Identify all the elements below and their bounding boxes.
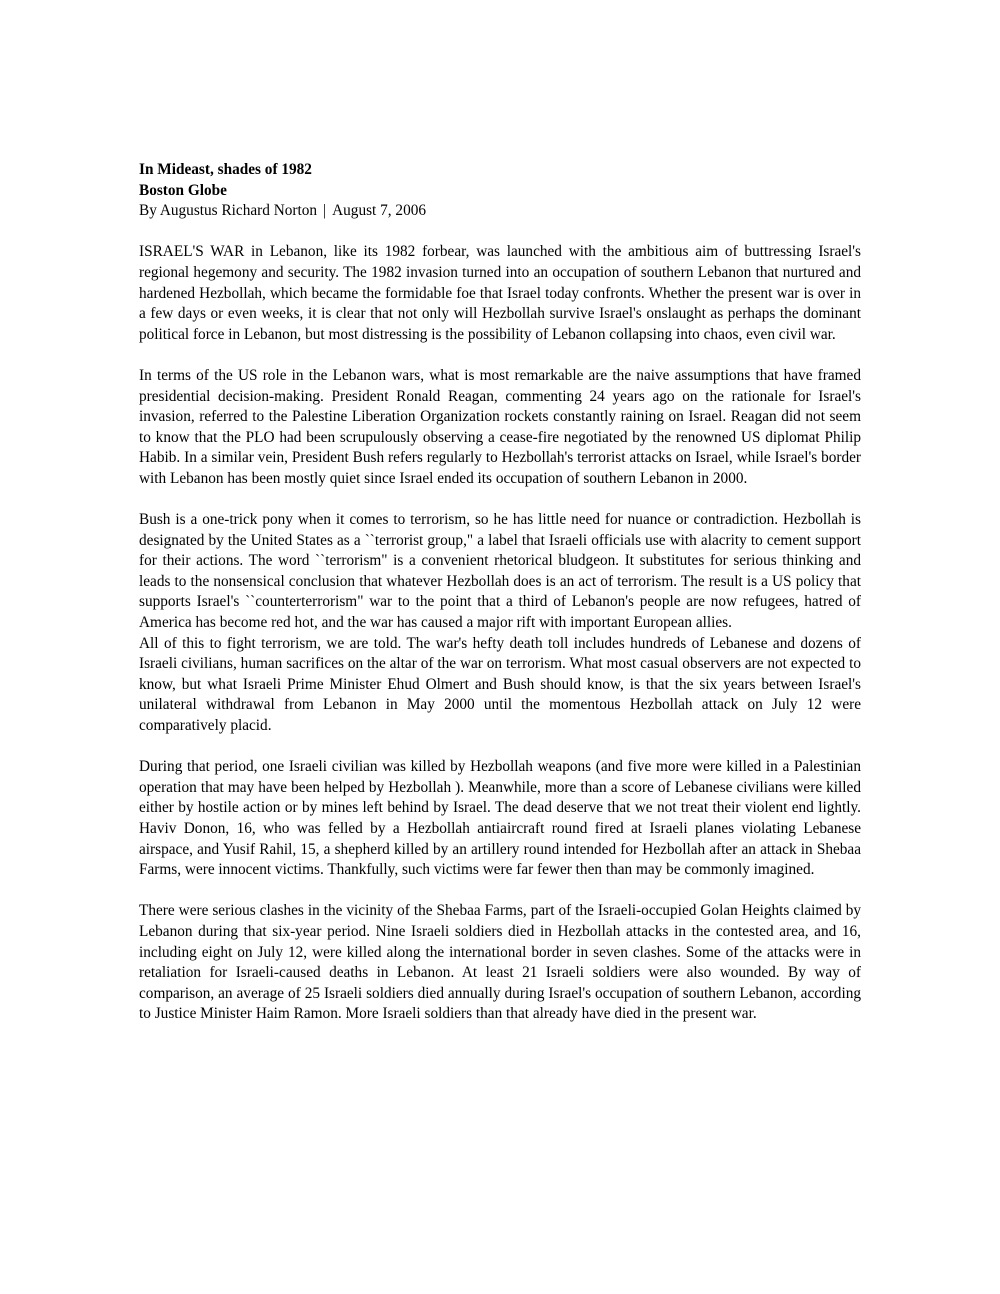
byline — [139, 201, 861, 222]
article-body — [139, 242, 861, 1025]
paragraph-1: ISRAEL'S WAR in Lebanon, like its 1982 forbear, was launched with the ambitious aim of buttressing Israel's regional hegemony and security. The 1982 invasion turned into an occupation of southern Lebanon that nurtured and hardened Hezbollah, which became the formidable foe that Israel today confronts. Whether the present war is over in a few days or even weeks, it is clear that not only will Hezbollah survive Israel's onslaught as perhaps the dominant political force in Lebanon, but most distressing is the possibility of Lebanon collapsing into chaos, even civil war. — [139, 243, 861, 343]
article-header — [139, 160, 861, 222]
paragraph-3: Bush is a one-trick pony when it comes to terrorism, so he has little need for nuance or contradiction. Hezbollah is designated by the United States as a ``terrorist group," a label that Israeli officials use with alacrity to cement support for their actions. The word ``terrorism" is a convenient rhetorical bludgeon. It substitutes for serious thinking and leads to the nonsensical conclusion that whatever Hezbollah does is an act of terrorism. The result is a US policy that supports Israel's ``counterterrorism" war to the point that a third of Lebanon's people are now refugees, hatred of America has become red hot, and the war has caused a major rift with important European allies. — [139, 511, 861, 632]
paragraph-4: All of this to fight terrorism, we are told. The war's hefty death toll includes hundreds of Lebanese and dozens of Israeli civilians, human sacrifices on the altar of the war on terrorism. What most casual observers are not expected to know, but what Israeli Prime Minister Ehud Olmert and Bush should know, is that the six years between Israel's unilateral withdrawal from Lebanon in May 2000 until the momentous Hezbollah attack on July 12 were comparatively placid. — [139, 634, 861, 735]
paragraph-6: There were serious clashes in the vicinity of the Shebaa Farms, part of the Israeli-occupied Golan Heights claimed by Lebanon during that six-year period. Nine Israeli soldiers died in Hezbollah attacks in the contested area, and 16, including eight on July 12, were killed along the international border in seven clashes. Some of the attacks were in retaliation for Israeli-caused deaths in Lebanon. At least 21 Israeli soldiers were also wounded. By way of comparison, an average of 25 Israeli soldiers died annually during Israel's occupation of southern Lebanon, according to Justice Minister Haim Ramon. More Israeli soldiers than that already have died in the present war. — [139, 902, 861, 1023]
publication-name: Boston Globe — [139, 181, 227, 199]
article-title: In Mideast, shades of 1982 — [139, 161, 312, 178]
byline-author: By Augustus Richard Norton — [139, 202, 318, 220]
paragraph-2: In terms of the US role in the Lebanon wars, what is most remarkable are the naive assumptions that have framed presidential decision-making. President Ronald Reagan, commenting 24 years ago on the rationale for Israel's invasion, referred to the Palestine Liberation Organization rockets constantly raining on Israel. Reagan did not seem to know that the PLO had been scrupulously observing a cease-fire negotiated by the renowned US diplomat Philip Habib. In a similar vein, President Bush refers regularly to Hezbollah's terrorist attacks on Israel, while Israel's border with Lebanon has been mostly quiet since Israel ended its occupation of southern Lebanon in 2000. — [139, 366, 861, 487]
paragraph-5: During that period, one Israeli civilian was killed by Hezbollah weapons (and five more were killed in a Palestinian operation that may have been helped by Hezbollah ). Meanwhile, more than a score of Lebanese civilians were killed either by hostile action or by mines left behind by Israel. The dead deserve that we not treat their violent end lightly. Haviv Donon, 16, who was felled by a Hezbollah antiaircraft round fired at Israeli planes violating Lebanese airspace, and Yusif Rahil, 15, a shepherd killed by an artillery round intended for Hezbollah after an attack in Shebaa Farms, were innocent victims. Thankfully, such victims were far fewer then than may be commonly imagined. — [139, 758, 861, 879]
byline-separator: | — [323, 202, 327, 220]
byline-date: August 7, 2006 — [332, 202, 427, 220]
